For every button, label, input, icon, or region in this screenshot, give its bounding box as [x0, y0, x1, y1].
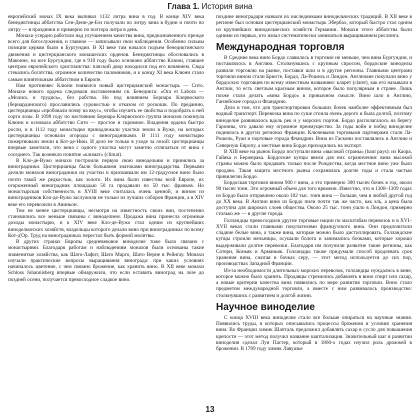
paragraph: Дело в том, что для транспортировки больших бочек наиболее эффективным был водный транспорт. Перевозка вина по суше стоила очень дорого и была долгой, поэтому виноделие развивалось вдоль рек и у морских портов. Бордо располагалось на берегу Гаронны, что давало ему огромное преимущество. За годы войн и побед виноделие поднялось в других регионах Франции. Ключевыми торговыми партнерами стали Ла-Рошель, Руан и портовые города Фландрии. Вина из Гаскони поставлялись в Англию и Северную Европу, а местные вина Бордо приходились на экспорт. [216, 105, 412, 149]
page-number: 13 [205, 405, 215, 414]
section-heading-international-trade: Международная торговля [216, 42, 345, 53]
section-heading-scientific-winemaking: Научное виноделие [216, 301, 315, 313]
paragraph: В Кло-де-Вужо монахи построили первую свою винодельню и принялись за виноградники. Цистерцианцы были большими знатоками виноградарства. Первыми делили монахов виноградники на участки и присваивали им 12-градусное вино было почти такой же редкостью, как золото. Их вина были известны всей Европе, их огороженный виноградник площадью 50 га продавали по 50 тыс. франков. Но монастырская собственность в XVIII веке считалась очень ценной, и вином из виноградников Кло-де-Вужо заслужили не только из лучших соборов Франции, а в XIV веке его перевозили в Авиньон. [8, 157, 204, 208]
paragraph: В XIII веке на рынок Бордо поступали вина «высокой страны» (haut pays): из Каора, Гайяка и Бержерака. Бордоские купцы ввели для них ограничения: вина высокой страны можно было продавать только после Рождества, когда местное вино уже было продано. Такая защита местного рынка сохранялась долгие годы и стала частью привилегии Бордо. [216, 148, 412, 180]
paragraph: Бордоская торговля вином 900 г вина, а это примерно 300 тысяч бочек в год, около 90 тысяч тонн. Это огромный объем для того времени. Известно, что в 1308–1309 годах из Бордо было отправлено около 102 тыс. тонн вина — больше, чем в любой другой год до XX века. В Англии вино из Бордо пили почти так же часто, как эль, а цена была доступна для широких слоев общества. Около 25 тыс. тонн ушло в Лондон, примерно столько же — в другие города. [216, 180, 412, 218]
paragraph: В других странах Европы средневековое виноделие тоже было связано с монастырями. Благодаря работам и наблюдениям монахов были основаны такие знаменитые хозяйства, как Шато-Лафит, Шато Марго, Шато Верне в Рейнгау. Монахи изучали практические вопросы выращивания винограда: при каких условиях начиналось цветение, с чем связано брожение, как хранить вино. В XII веке монахи Schloss Johannisberg впервые обнаружили, что если оставить виноград на лозе до поздней осени, получается превосходное сладкое вино. [8, 239, 204, 283]
paragraph: Монахи усердно работали над улучшением качества вина, предназначенного прежде всего для богослужения, и главное — записывали свои наблюдения. Особенно сильны позиции церкви были в Бургундии. В XI веке там начался подъем бенедиктинского движения и цистерцианского монашеских орденов. Бенедиктинцы обосновались в Маконне, на юге Бургундии, где в 910 году было основано аббатство Клюни, ставшее центром европейского христианства: папский двор находился под его влиянием. Сюда стекались богатства, огромное количество паломников, и к концу XI века Клюни стало самым влиятельным аббатством в Европе. [8, 32, 204, 83]
paragraph: С конца XVIII века виноделие стало все больше опираться на научные знания. Появились труды, в которых описывались процессы брожения и условия хранения вина. Во Франции химик Шапталь предложил добавлять сахар в сусло для повышения крепости — этот метод получил название шаптализация. Значительный шаг в развитии виноделия сделал Луи Пастер, который в 1860-х годах изучил роль дрожжей в брожении. В 1789 году химик Лавуазье [216, 314, 412, 352]
paragraph: В Средние века вино Бордо славилось в торговле не меньше, чем вина Бургундии, и поставлялось в Англию. Столкнувшись с крупным спросом, бордоские виноделы развили торговлю на рынке, поставки шли и в другие регионы. Главными центрами торговли вином стали Брюгге, Бордо, Ла-Рошель и Лондон. Англичане покупали вино у бордоских торговцев по всему известным названиям: кларет (claret), как его называли в Англии, то есть светлым красным вином, которое было популярным в стране. Лишь позже стали делать «вина Бордо» в привычном смысле. Вино шло в Англию, Ганзейские города и Фландрию. [216, 55, 412, 105]
paragraph: Нам противовес Клюни появился новый цистерцианский монастырь — Сито. Монахи нового ордена следовали наставлениям св. Бенедикта: «Ora et Labora — «Молись и трудись», без рабства. Но под влиянием Бернара Клервоского (бернардинского) прославились суровостью и отказом от роскоши. По преданию, цистерцианцы «пробовали почву на вкус», чтобы изучить ее свойства и подобрать к ней сорта лозы. В 1098 году по настоянию Бернара Клервоского группа монахов покинула Клюни и основала аббатство Сито — простое и скромное. Владения ордена быстро росли, и в 1112 году монастырю принадлежали участки земли в Вужо, на которых цистерцианцы основали огороды с виноградниками. В 1111 году монастырю пожертвовали земли в Кот-де-Нюи. И дело не только в уходе за лозой: цистерцианцы впервые заметили, что вина с одного участка могут заметно отличаться от вина с соседнего. Так возникло понятие «климат» (climat). [8, 82, 204, 158]
paragraph: Тем не менее цистерцианцы, несмотря на известность своих вин, постепенно становились все меньше связаны с виноделием. Продажа вина принесла огромные доходы монастырю, и к XIV веке Кло-де-Вужо стал одним из крупнейших винодельческих хозяйств, владельцы которого делали вино при виноградниках по всему Кот-д'Ор. Труд на виноградниках перестал быть формой молитвы. [8, 207, 204, 239]
left-column [8, 14, 204, 283]
running-header [0, 0, 420, 14]
paragraph: Голландцы превосходили другие торговые нации по масштабам перевозок и в XVI–XVII веках стали главными покупателями французского вина. Они предпочитали сладкие белые вина, а также вина, которые можно было дистиллировать. Голландские купцы строили мельницы, осушали болота и занимались бочками, которые хорошо выдерживали долгие перевозки. Благодаря им получили развитие такие регионы, как Сотерн, Коньяк и Арманьяк. Голландцы также придумали способ продлевать срок хранения вина, сжигая в бочках серу, — этот метод используется до сих пор, производствах Западной Франции. [216, 217, 412, 268]
paragraph: европейский монах IX века выпивал 1132 литра вина в год. В конце XIV века бенедиктинцы аббатства Сен-Дени-де-Бэз получали по литру вина в будни и почти по литру — в праздники и примерно по полтора литра в день. [8, 14, 204, 33]
paragraph: поздние виноградари назвали их наследниками винодельческих традиций. В XII веке в регионе был основан цистерцианский монастырь Эбербах, который быстро стал одним из крупнейших винодельческих хозяйств Германии. Монахи этого аббатства были одними из первых, кто начал систематически заниматься выращиванием рислинга. [216, 14, 412, 39]
chapter-title: История вина [201, 2, 253, 11]
paragraph: Из-за необходимости длительных морских перевозок, голландцы нуждались в вине, которое можно было хранить. Продавцы стремились добавлять в вино спирт или сахар, а новые критерии качества вина появились по мере развития торговли. Вино стало предметом международной торговли, а вместе с ним развивалось производство: столкнувшись с развитием и долгой жизни. [216, 267, 412, 299]
right-column [216, 14, 412, 352]
chapter-label: Глава 1. [167, 2, 200, 11]
